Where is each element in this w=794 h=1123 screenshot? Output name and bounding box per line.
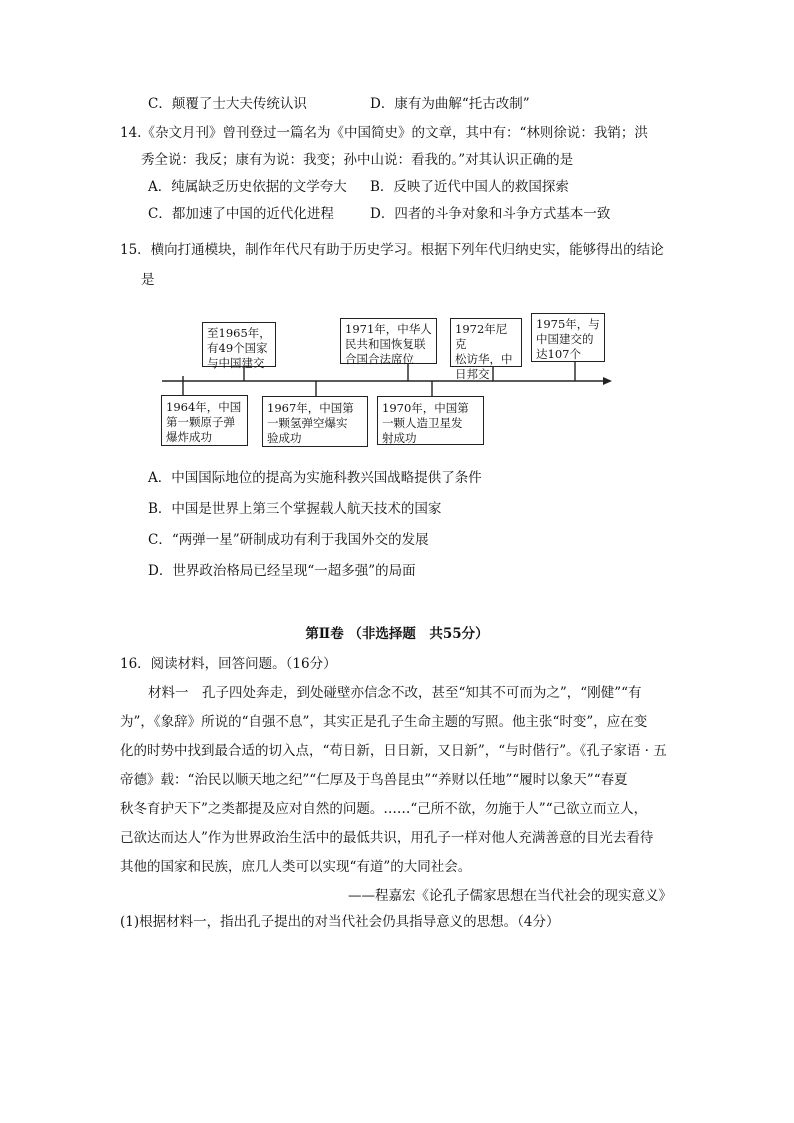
material-line: 帝德》载：“治民以顺天地之纪”“仁厚及于鸟兽昆虫”“养财以任地”“履时以象天”“春夏 bbox=[120, 772, 628, 788]
material-line: 秋冬育护天下”之类都提及应对自然的问题。……“己所不欲，勿施于人”“己欲立而立人， bbox=[120, 801, 648, 817]
q16-subquestion-1: (1)根据材料一，指出孔子提出的对当代社会仍具指导意义的思想。（4分） bbox=[120, 914, 560, 930]
q14-stem-line1: 14.《杂文月刊》曾刊登过一篇名为《中国简史》的文章，其中有：“林则徐说：我销；洪 bbox=[120, 125, 648, 141]
q14-option-d: D．四者的斗争对象和斗争方式基本一致 bbox=[370, 206, 611, 222]
q13-option-d: D．康有为曲解“托古改制” bbox=[370, 96, 530, 112]
q14-stem-line2: 秀全说：我反；康有为说：我变；孙中山说：看我的。”对其认识正确的是 bbox=[141, 152, 574, 168]
timeline-top-1975: 1975年，与 中国建交的 达107个 bbox=[531, 313, 605, 362]
q14-option-b: B．反映了近代中国人的救国探索 bbox=[370, 179, 569, 195]
q14-option-c: C．都加速了中国的近代化进程 bbox=[148, 206, 334, 222]
timeline-bottom-1967: 1967年，中国第 一颗氢弹空爆实 验成功 bbox=[262, 396, 368, 447]
q13-option-c: C．颠覆了士大夫传统认识 bbox=[148, 96, 307, 112]
material-line: 化的时势中找到最合适的切入点，“苟日新，日日新，又日新”，“与时偕行”。《孔子家语 · 五 bbox=[120, 743, 667, 759]
timeline-top-1972: 1972年尼克 松访华，中 日邦交 bbox=[450, 318, 522, 367]
material-line: 己欲达而达人”作为世界政治生活中的最低共识，用孔子一样对他人充满善意的目光去看待 bbox=[120, 830, 654, 846]
material-line: 为”，《象辞》所说的“自强不息”，其实正是孔子生命主题的写照。他主张“时变”，应在变 bbox=[120, 714, 648, 730]
q14-option-a: A．纯属缺乏历史依据的文学夸大 bbox=[148, 179, 347, 195]
timeline-top-1965: 至1965年， 有49个国家 与中国建交 bbox=[202, 322, 276, 367]
material-line: 其他的国家和民族，庶几人类可以实现“有道”的大同社会。 bbox=[120, 859, 472, 875]
q15-option-d: D．世界政治格局已经呈现“一超多强”的局面 bbox=[148, 563, 416, 579]
timeline-bottom-1964: 1964年，中国 第一颗原子弹 爆炸成功 bbox=[161, 395, 248, 446]
q15-option-b: B．中国是世界上第三个掌握载人航天技术的国家 bbox=[148, 501, 442, 517]
timeline-bottom-1970: 1970年，中国第 一颗人造卫星发 射成功 bbox=[377, 396, 484, 445]
q15-option-a: A．中国国际地位的提高为实施科教兴国战略提供了条件 bbox=[148, 470, 482, 486]
q16-stem: 16．阅读材料，回答问题。（16分） bbox=[120, 656, 337, 672]
q15-stem-line2: 是 bbox=[141, 272, 155, 288]
q15-option-c: C．“两弹一星”研制成功有利于我国外交的发展 bbox=[148, 532, 429, 548]
q15-stem-line1: 15．横向打通模块，制作年代尺有助于历史学习。根据下列年代归纳史实，能够得出的结论 bbox=[120, 242, 664, 258]
material-line: 材料一 孔子四处奔走，到处碰壁亦信念不改，甚至“知其不可而为之”，“刚健”“有 bbox=[148, 685, 642, 701]
q16-source: ——程嘉宏《论孔子儒家思想在当代社会的现实意义》 bbox=[348, 888, 672, 904]
section-2-title: 第Ⅱ卷 （非选择题 共55分） bbox=[305, 626, 489, 642]
timeline-top-1971: 1971年，中华人 民共和国恢复联 合国合法席位 bbox=[340, 318, 437, 364]
